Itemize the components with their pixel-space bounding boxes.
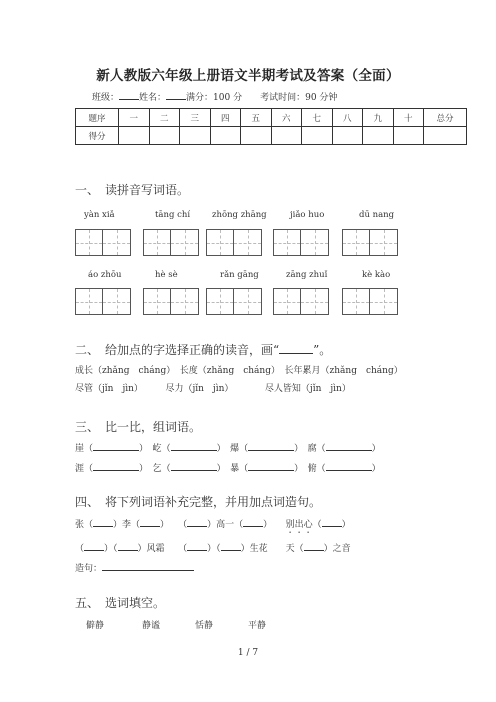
writing-grid[interactable]	[342, 288, 398, 315]
answer-blank[interactable]	[326, 461, 372, 471]
writing-grid[interactable]	[75, 288, 131, 315]
idiom-text: ）之音	[323, 544, 351, 554]
pronunciation-item[interactable]: 尽人皆知（jǐn jìn）	[264, 384, 351, 394]
answer-blank[interactable]	[248, 441, 294, 451]
section-2-heading-tail: ”。	[313, 343, 332, 357]
table-cell: 九	[363, 109, 394, 127]
answer-blank[interactable]	[93, 517, 113, 527]
score-cell[interactable]	[393, 127, 424, 145]
word-choice: 恬静	[195, 621, 214, 631]
idiom-text: ）生花	[240, 544, 268, 554]
table-cell: 八	[332, 109, 363, 127]
pronunciation-item[interactable]: 尽管（jǐn jìn）	[75, 384, 139, 394]
writing-grid[interactable]	[273, 229, 329, 256]
pinyin-label: jiǎo huo	[290, 210, 325, 220]
char: 腐	[307, 444, 317, 454]
answer-blank[interactable]	[221, 541, 241, 551]
page-number: 1 / 7	[237, 648, 259, 658]
answer-blank[interactable]	[118, 541, 138, 551]
char: 屹	[152, 444, 162, 454]
idiom-text: ）	[160, 520, 165, 530]
compare-row: 涯（ ） 乞（ ） 暴（ ） 俯（ ）	[75, 461, 381, 474]
idiom-text: （	[182, 544, 188, 554]
pinyin-label: kè kào	[362, 270, 391, 280]
idiom-text: 张（	[75, 520, 94, 530]
answer-blank[interactable]	[171, 461, 217, 471]
name-blank	[166, 90, 186, 100]
score-cell[interactable]	[180, 127, 211, 145]
answer-blank[interactable]	[171, 441, 217, 451]
score-cell[interactable]	[149, 127, 180, 145]
char: 俯	[307, 464, 317, 474]
pinyin-label: dū nang	[359, 210, 395, 220]
sentence-blank[interactable]	[102, 561, 194, 571]
writing-grid[interactable]	[75, 229, 131, 256]
pinyin-label: zāng zhuǐ	[286, 270, 328, 280]
score-cell[interactable]	[119, 127, 150, 145]
table-cell: 十	[393, 109, 424, 127]
table-cell: 得分	[76, 127, 119, 145]
score-cell[interactable]	[302, 127, 333, 145]
table-cell: 题序	[76, 109, 119, 127]
table-cell: 三	[180, 109, 211, 127]
table-cell: 六	[271, 109, 302, 127]
idiom-text: （	[75, 544, 85, 554]
score-cell[interactable]	[241, 127, 272, 145]
score-label: 满分：100 分	[186, 93, 243, 103]
idiom-text: ）（	[207, 544, 221, 554]
pinyin-label: rǎn gāng	[220, 270, 259, 280]
page-title: 新人教版六年级上册语文半期考试及答案（全面）	[96, 68, 400, 84]
section-2-heading-text: 二、 给加点的字选择正确的读音，画“	[75, 343, 280, 357]
table-cell: 二	[149, 109, 180, 127]
sentence-line	[75, 561, 194, 574]
writing-grid[interactable]	[143, 288, 199, 315]
writing-grid[interactable]	[206, 288, 262, 315]
idiom-row	[75, 517, 351, 536]
section-1-heading: 一、 读拼音写词语。	[75, 183, 190, 197]
score-cell[interactable]	[332, 127, 363, 145]
answer-blank	[279, 342, 313, 354]
answer-blank[interactable]	[304, 541, 324, 551]
idiom-text: （	[182, 520, 188, 530]
class-label: 班级：	[92, 93, 120, 103]
answer-blank[interactable]	[187, 541, 207, 551]
idiom-row	[75, 541, 351, 554]
answer-blank[interactable]	[243, 517, 263, 527]
pronunciation-item[interactable]: 长年累月（zhǎng cháng）	[284, 366, 403, 376]
pinyin-label: zhōng zhāng	[212, 210, 267, 220]
pinyin-label: yàn xiǎ	[84, 210, 115, 220]
answer-blank[interactable]	[93, 441, 139, 451]
exam-info	[92, 90, 337, 103]
idiom-text: ）高一（	[207, 520, 244, 530]
pronunciation-item[interactable]: 尽力（jǐn jìn）	[165, 384, 229, 394]
writing-grid[interactable]	[206, 229, 262, 256]
char: 乞	[152, 464, 162, 474]
score-cell[interactable]	[271, 127, 302, 145]
pinyin-label: áo zhōu	[88, 270, 122, 280]
sentence-label: 造句：	[75, 564, 103, 574]
table-cell: 五	[241, 109, 272, 127]
pinyin-label: hè sè	[155, 270, 178, 280]
score-table-score-row	[76, 127, 467, 145]
table-cell: 总分	[424, 109, 467, 127]
answer-blank[interactable]	[140, 517, 160, 527]
section-4-heading: 四、 将下列词语补充完整，并用加点词造句。	[75, 495, 322, 509]
char: 爆	[230, 444, 240, 454]
score-cell[interactable]	[424, 127, 467, 145]
pronunciation-line	[75, 363, 403, 376]
answer-blank[interactable]	[84, 541, 104, 551]
answer-blank[interactable]	[248, 461, 294, 471]
idiom-text: ）	[341, 520, 351, 530]
answer-blank[interactable]	[93, 461, 139, 471]
name-label: 姓名：	[139, 93, 167, 103]
section-3-heading: 三、 比一比，组词语。	[75, 420, 202, 434]
pinyin-label: tāng chí	[155, 210, 191, 220]
idiom-text: 天（	[285, 544, 304, 554]
score-table	[75, 108, 467, 145]
section-5-heading: 五、 选词填空。	[75, 596, 166, 610]
answer-blank[interactable]	[187, 517, 207, 527]
pronunciation-line	[75, 381, 351, 394]
pronunciation-item[interactable]: 长度（zhǎng cháng）	[179, 366, 276, 376]
idiom-text: ）李（	[113, 520, 141, 530]
time-label: 考试时间：90 分钟	[260, 93, 338, 103]
score-table-header-row	[76, 109, 467, 127]
table-cell: 一	[119, 109, 150, 127]
char: 崖	[75, 444, 85, 454]
writing-grid[interactable]	[342, 229, 398, 256]
class-blank	[119, 90, 139, 100]
answer-blank[interactable]	[322, 517, 342, 527]
score-cell[interactable]	[363, 127, 394, 145]
word-choice: 静谧	[142, 621, 161, 631]
idiom-text: ）（	[104, 544, 118, 554]
idiom-text: ）	[263, 520, 268, 530]
table-cell: 四	[210, 109, 241, 127]
char: 涯	[75, 464, 85, 474]
char: 暴	[230, 464, 240, 474]
score-cell[interactable]	[210, 127, 241, 145]
section-2-heading	[75, 341, 331, 358]
writing-grid[interactable]	[143, 229, 199, 256]
table-cell: 七	[302, 109, 333, 127]
word-choice: 平静	[248, 621, 267, 631]
idiom-text: 别出心（	[285, 520, 322, 530]
writing-grid[interactable]	[273, 288, 329, 315]
idiom-text: ）风霜	[137, 544, 165, 554]
answer-blank[interactable]	[326, 441, 372, 451]
word-choice: 僻静	[86, 621, 105, 631]
pronunciation-item[interactable]: 成长（zhǎng cháng）	[75, 366, 171, 376]
compare-row: 崖（ ） 屹（ ） 爆（ ） 腐（ ）	[75, 441, 381, 454]
